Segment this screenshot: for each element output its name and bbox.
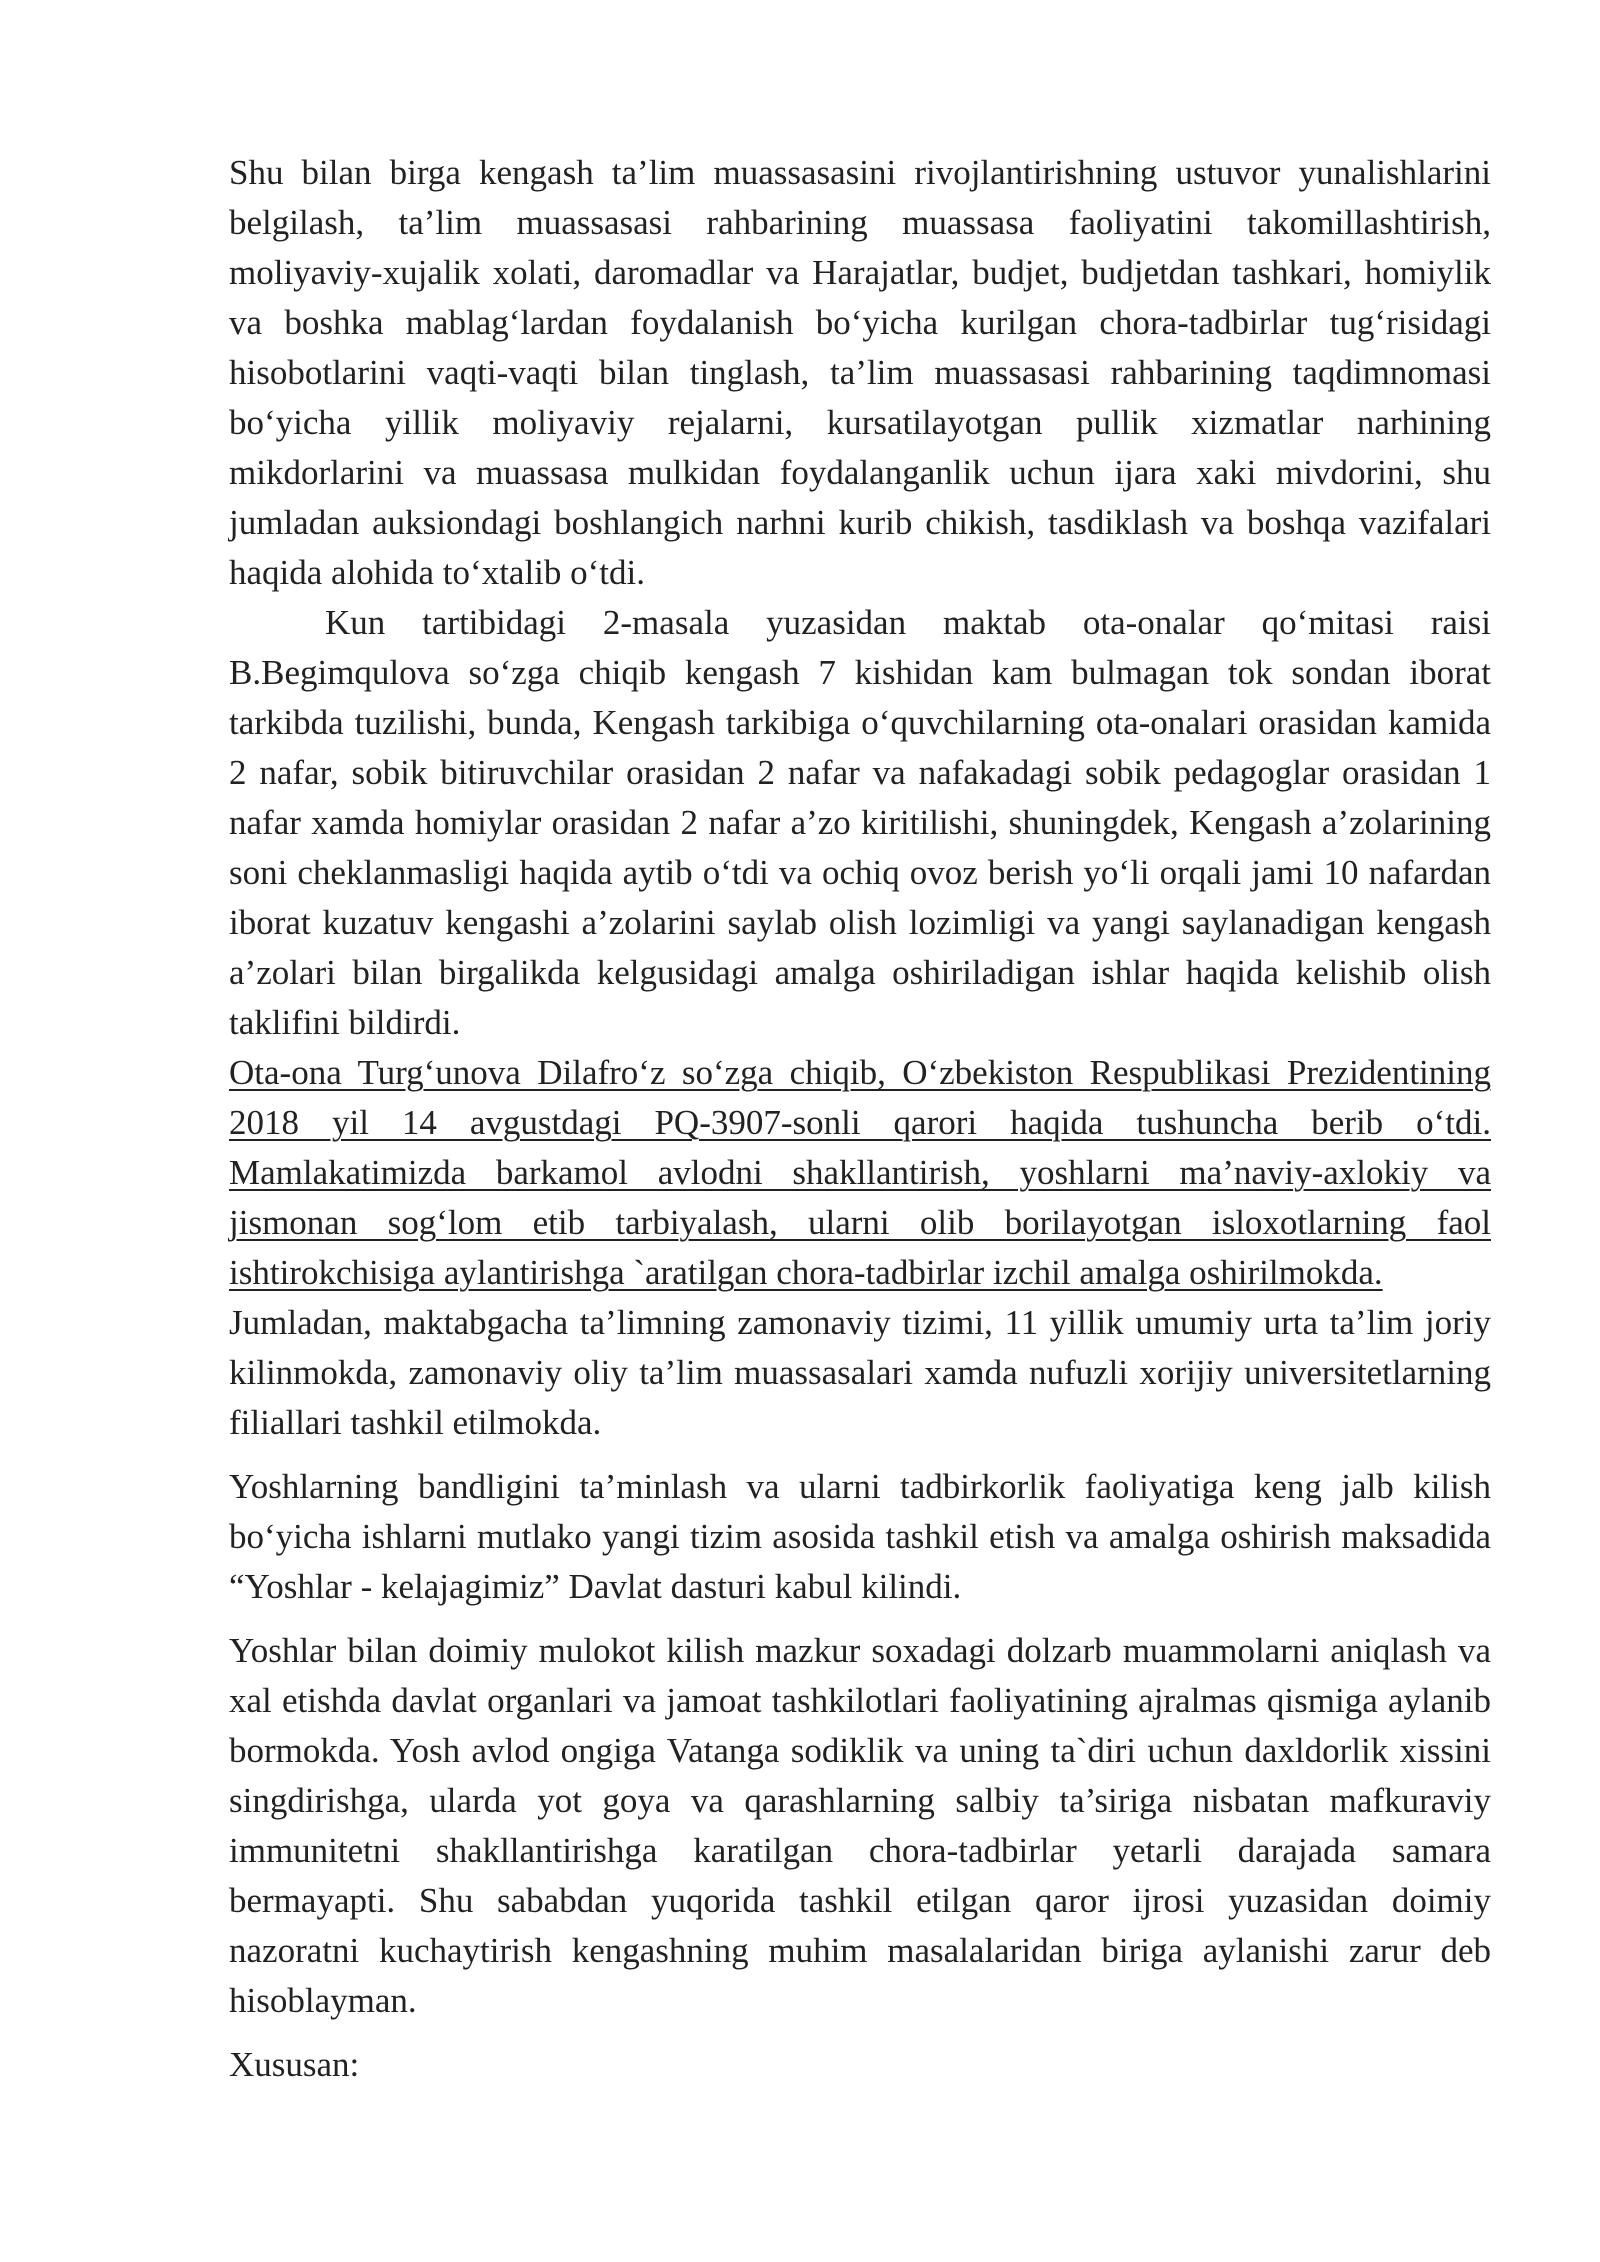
paragraph-education-system: Jumladan, maktabgacha ta’limning zamonaviy tizimi, 11 yillik umumiy urta ta’lim joriy kilinmokda, zamonaviy oliy ta’lim muassasalari xamda nufuzli xorijiy universitetlarning filiallari tashkil etilmokda. — [229, 1303, 1491, 1442]
document-page — [229, 148, 1491, 2090]
paragraph-youth-program: Yoshlarning bandligini ta’minlash va ularni tadbirkorlik faoliyatiga keng jalb kilish bo‘yicha ishlarni mutlako yangi tizim asosida tashkil etish va amalga oshirish maksadida “Yoshlar - kelajagimiz” Davlat dasturi kabul kilindi. — [229, 1467, 1491, 1606]
paragraph-council-duties: Shu bilan birga kengash ta’lim muassasasini rivojlantirishning ustuvor yunalishlarini belgilash, ta’lim muassasasi rahbarining muassasa faoliyatini takomillashtirish, moliyaviy-xujalik xolati, daromadlar va Harajatlar, budjet, budjetdan tashkari, homiylik va boshka mablag‘lardan foydalanish bo‘yicha kurilgan chora-tadbirlar tug‘risidagi hisobotlarini vaqti-vaqti bilan tinglash, ta’lim muassasasi rahbarining taqdimnomasi bo‘yicha yillik moliyaviy rejalarni, kursatilayotgan pullik xizmatlar narhining mikdorlarini va muassasa mulkidan foydalanganlik uchun ijara xaki mivdorini, shu jumladan auksiondagi boshlangich narhni kurib chikish, tasdiklash va boshqa vazifalari haqida alohida to‘xtalib o‘tdi. — [229, 153, 1491, 592]
paragraph-agenda-item-2: Kun tartibidagi 2-masala yuzasidan maktab ota-onalar qo‘mitasi raisi B.Begimqulova so‘zga chiqib kengash 7 kishidan kam bulmagan tok sondan iborat tarkibda tuzilishi, bunda, Kengash tarkibiga o‘quvchilarning ota-onalari orasidan kamida 2 nafar, sobik bitiruvchilar orasidan 2 nafar va nafakadagi sobik pedagoglar orasidan 1 nafar xamda homiylar orasidan 2 nafar a’zo kiritilishi, shuningdek, Kengash a’zolarining soni cheklanmasligi haqida aytib o‘tdi va ochiq ovoz berish yo‘li orqali jami 10 nafardan iborat kuzatuv kengashi a’zolarini saylab olish lozimligi va yangi saylanadigan kengash a’zolari bilan birgalikda kelgusidagi amalga oshiriladigan ishlar haqida kelishib olish taklifini bildirdi. — [229, 603, 1491, 1042]
paragraph-in-particular: Xususan: — [229, 2045, 360, 2084]
paragraph-youth-dialogue: Yoshlar bilan doimiy mulokot kilish mazkur soxadagi dolzarb muammolarni aniqlash va xal etishda davlat organlari va jamoat tashkilotlari faoliyatining ajralmas qismiga aylanib bormokda. Yosh avlod ongiga Vatanga sodiklik va uning ta`diri uchun daxldorlik xissini singdirishga, ularda yot goya va qarashlarning salbiy ta’siriga nisbatan mafkuraviy immunitetni shakllantirishga karatilgan chora-tadbirlar yetarli darajada samara bermayapti. Shu sababdan yuqorida tashkil etilgan qaror ijrosi yuzasidan doimiy nazoratni kuchaytirish kengashning muhim masalalaridan biriga aylanishi zarur deb hisoblayman. — [229, 1631, 1491, 2020]
paragraph-parent-speech: Ota-ona Turg‘unova Dilafro‘z so‘zga chiqib, O‘zbekiston Respublikasi Prezidentining 2018 yil 14 avgustdagi PQ-3907-sonli qarori haqida tushuncha berib o‘tdi. Mamlakatimizda barkamol avlodni shakllantirish, yoshlarni ma’naviy-axlokiy va jismonan sog‘lom etib tarbiyalash, ularni olib borilayotgan isloxotlarning faol ishtirokchisiga aylantirishga `aratilgan chora-tadbirlar izchil amalga oshirilmokda. — [229, 1053, 1491, 1292]
